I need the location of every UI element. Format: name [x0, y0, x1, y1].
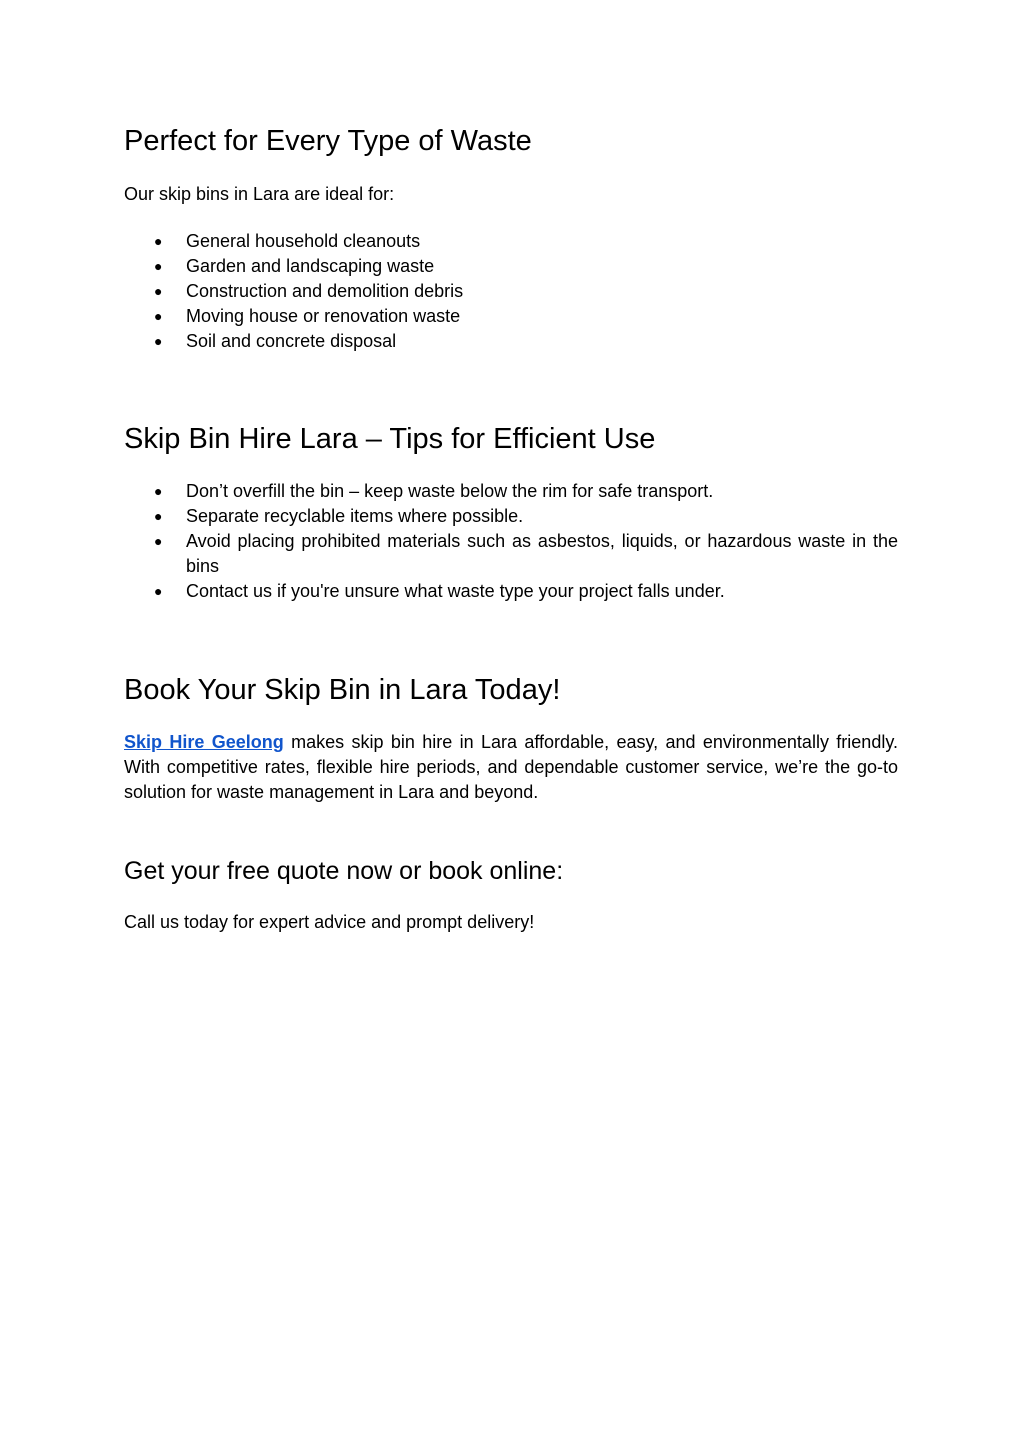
quote-paragraph: Call us today for expert advice and prompt delivery!	[124, 912, 535, 932]
bullet-icon: ●	[154, 508, 163, 524]
list-item-text: Separate recyclable items where possible.	[186, 506, 524, 526]
list-item-text: Garden and landscaping waste	[186, 256, 435, 276]
bullet-icon: ●	[154, 533, 163, 549]
bullet-icon: ●	[154, 308, 163, 324]
waste-types-intro: Our skip bins in Lara are ideal for:	[124, 184, 395, 204]
bullet-icon: ●	[154, 283, 163, 299]
bullet-icon: ●	[154, 583, 163, 599]
bullet-icon: ●	[154, 233, 163, 249]
bullet-icon: ●	[154, 333, 163, 349]
list-item	[124, 479, 898, 504]
list-item	[124, 229, 898, 254]
list-item	[124, 504, 898, 529]
list-item-text: Don’t overfill the bin – keep waste below the rim for safe transport.	[186, 481, 714, 501]
book-paragraph-text: makes skip bin hire in Lara affordable, easy, and environmentally friendly. With competitive rates, flexible hire periods, and dependable customer service, we’re the go-to solution for waste management in Lara and beyond.	[124, 732, 898, 802]
section-heading-waste-types: Perfect for Every Type of Waste	[124, 125, 532, 157]
section-heading-quote: Get your free quote now or book online:	[124, 857, 564, 885]
list-item	[124, 304, 898, 329]
tips-list	[124, 479, 898, 604]
list-item	[124, 254, 898, 279]
skip-hire-geelong-link[interactable]: Skip Hire Geelong	[124, 732, 284, 752]
list-item-text: General household cleanouts	[186, 231, 421, 251]
list-item	[124, 329, 898, 354]
list-item	[124, 279, 898, 304]
list-item-text: Contact us if you're unsure what waste type your project falls under.	[186, 581, 725, 601]
list-item-text: Moving house or renovation waste	[186, 306, 461, 326]
list-item-text: Soil and concrete disposal	[186, 331, 397, 351]
section-heading-tips: Skip Bin Hire Lara – Tips for Efficient Use	[124, 423, 656, 455]
bullet-icon: ●	[154, 483, 163, 499]
list-item	[124, 579, 898, 604]
waste-types-list	[124, 229, 898, 354]
book-paragraph	[124, 730, 898, 805]
list-item-text: Construction and demolition debris	[186, 281, 464, 301]
list-item	[124, 529, 898, 579]
list-item-text: Avoid placing prohibited materials such as asbestos, liquids, or hazardous waste in the bins	[186, 531, 898, 576]
section-heading-book: Book Your Skip Bin in Lara Today!	[124, 674, 561, 706]
bullet-icon: ●	[154, 258, 163, 274]
